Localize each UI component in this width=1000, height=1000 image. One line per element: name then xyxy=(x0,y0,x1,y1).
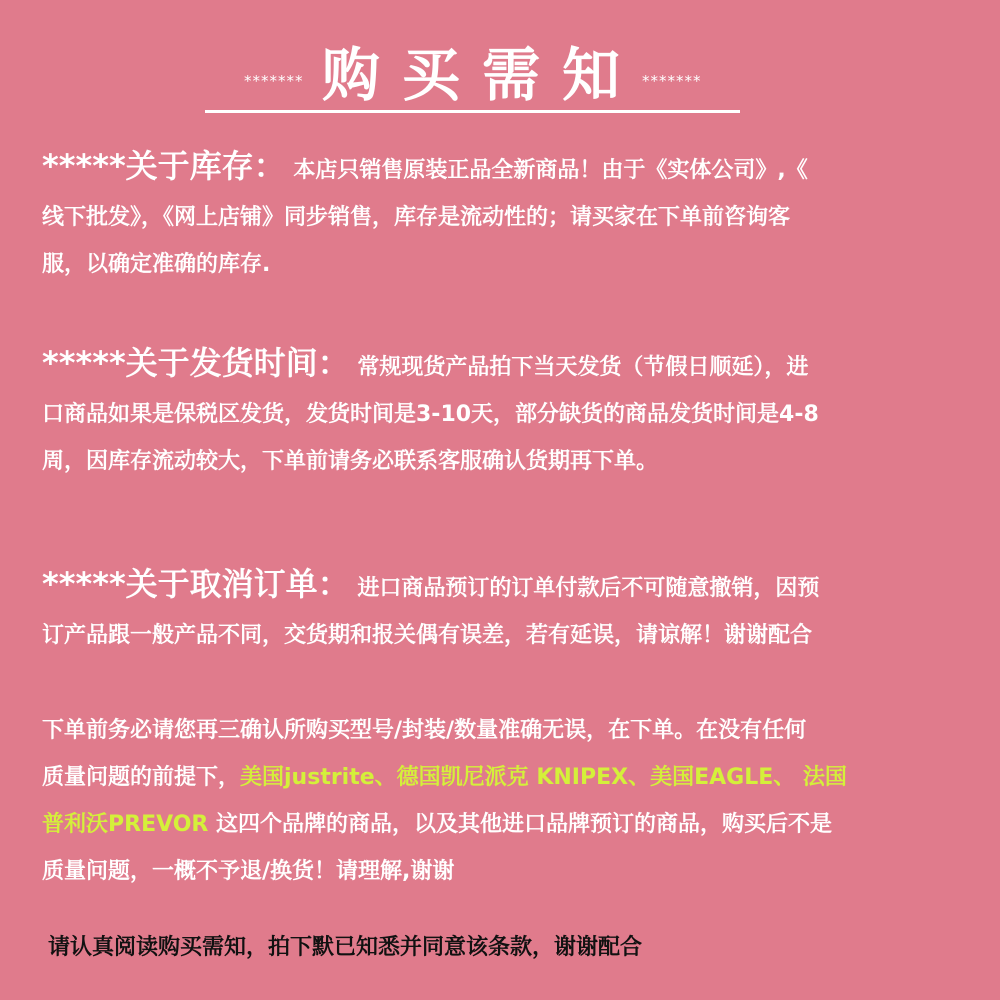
stock-line-2: 线下批发》，《网上店铺》同步销售，库存是流动性的；请买家在下单前咨询客 xyxy=(42,205,791,230)
title-right-stars: ******* xyxy=(642,72,702,90)
stock-line-1: 本店只销售原装正品全新商品！由于《实体公司》,《 xyxy=(293,158,808,183)
title-divider xyxy=(205,110,740,113)
title-left-stars: ******* xyxy=(244,72,304,90)
notice-brand-prevor: 普利沃PREVOR xyxy=(42,812,209,837)
cancel-line-2: 订产品跟一般产品不同，交货期和报关偶有误差，若有延误，请谅解！谢谢配合 xyxy=(42,623,813,648)
notice-line-2-prefix: 质量问题的前提下， xyxy=(42,765,241,790)
shipping-line-3: 周，因库存流动较大，下单前请务必联系客服确认货期再下单。 xyxy=(42,449,659,474)
shipping-section xyxy=(42,340,942,485)
notice-line-3-rest: 这四个品牌的商品，以及其他进口品牌预订的商品，购买后不是 xyxy=(208,812,833,837)
stock-line-3: 服，以确定准确的库存. xyxy=(42,252,271,277)
notice-brands-highlight: 美国justrite、德国凯尼派克 KNIPEX、美国EAGLE、 法国 xyxy=(240,765,847,790)
stock-section xyxy=(42,143,942,288)
shipping-line-1: 常规现货产品拍下当天发货（节假日顺延），进 xyxy=(357,355,809,380)
cancel-section xyxy=(42,561,942,659)
notice-line-4: 质量问题，一概不予退/换货！请理解,谢谢 xyxy=(42,859,455,884)
title-section xyxy=(0,18,1000,109)
footer-note: 请认真阅读购买需知，拍下默已知悉并同意该条款，谢谢配合 xyxy=(48,935,643,960)
cancel-line-1: 进口商品预订的订单付款后不可随意撤销，因预 xyxy=(357,576,820,601)
notice-line-1: 下单前务必请您再三确认所购买型号/封装/数量准确无误，在下单。在没有任何 xyxy=(42,718,807,743)
notice-section xyxy=(42,707,942,895)
stock-heading: *****关于库存： xyxy=(42,147,286,185)
shipping-heading: *****关于发货时间： xyxy=(42,344,350,382)
shipping-line-2: 口商品如果是保税区发货，发货时间是3-10天，部分缺货的商品发货时间是4-8 xyxy=(42,402,819,427)
page-title: 购买需知 xyxy=(322,41,643,109)
cancel-heading: *****关于取消订单： xyxy=(42,565,350,603)
